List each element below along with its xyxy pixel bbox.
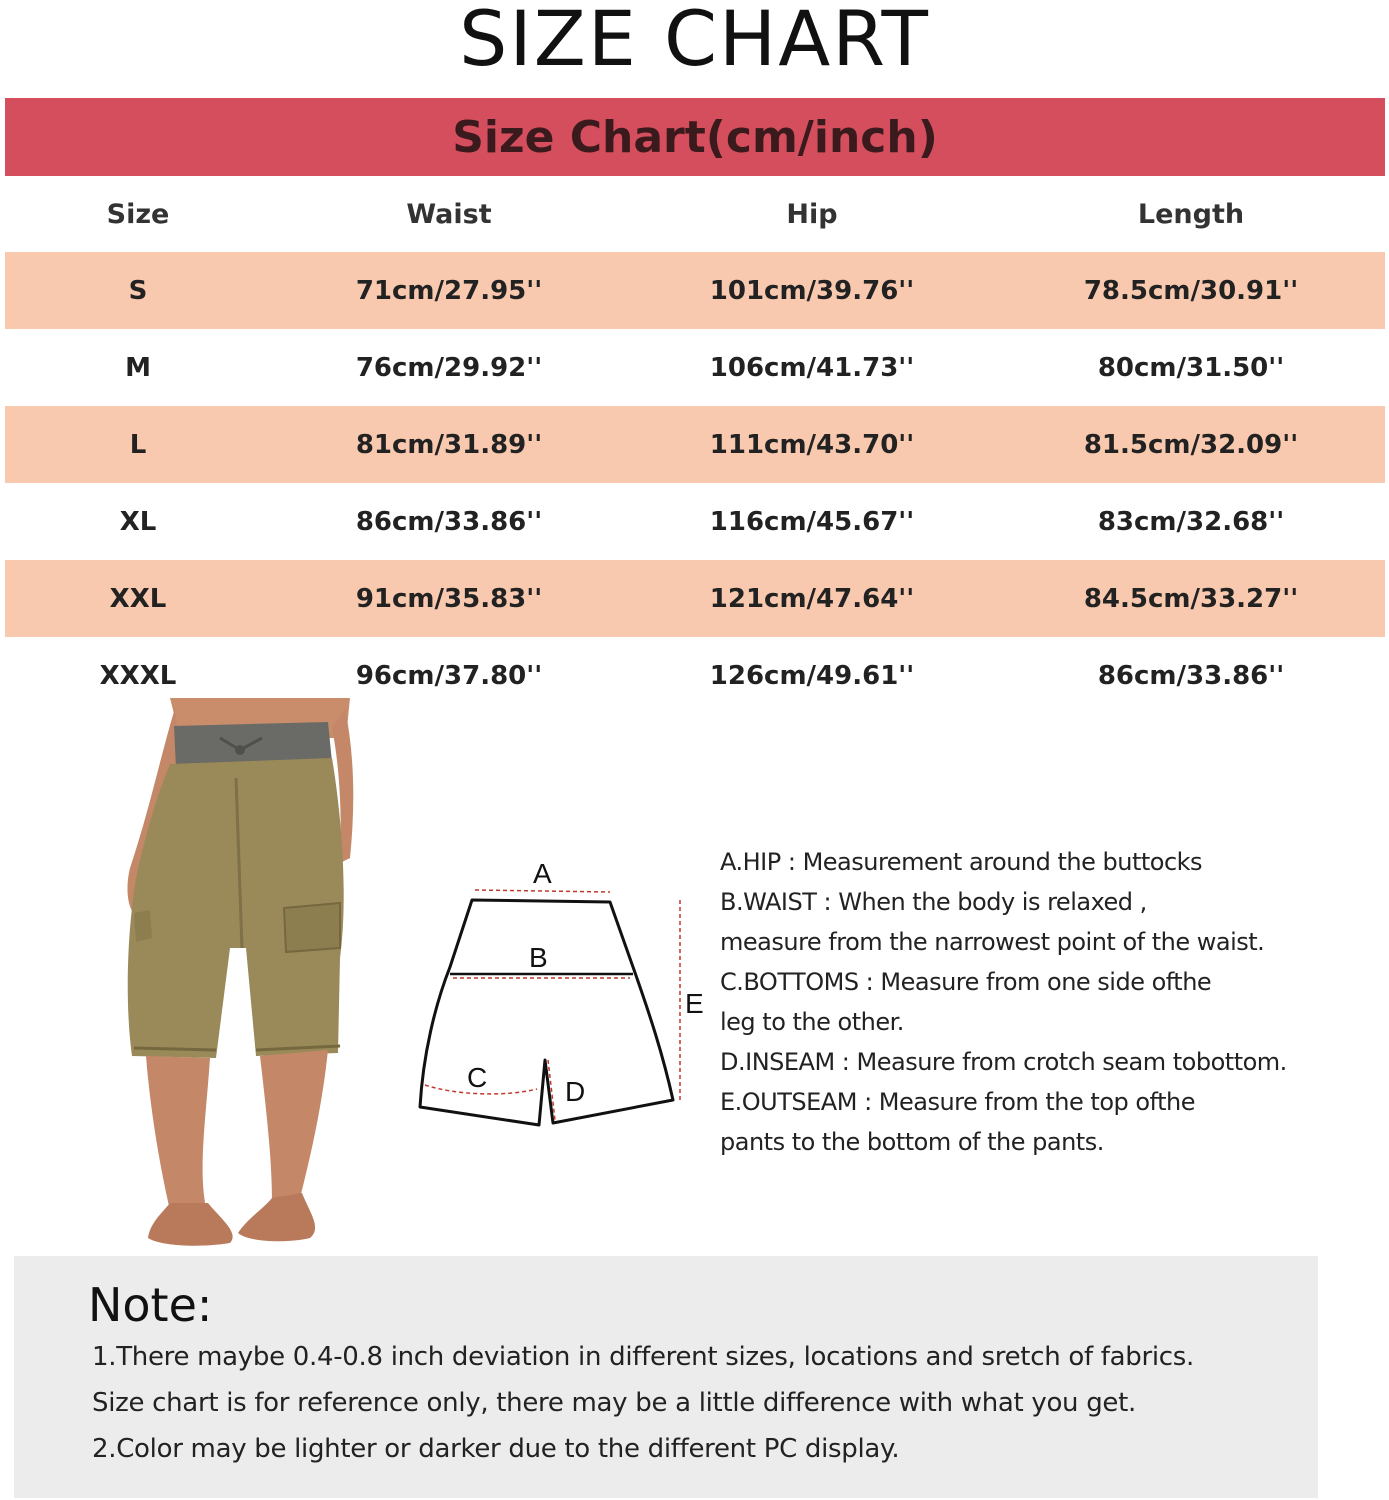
measurement-diagram: [405, 845, 715, 1135]
cell-waist: 91cm/35.83'': [271, 560, 627, 637]
table-header-row: [5, 176, 1385, 252]
diagram-label-b: B: [529, 942, 548, 973]
note-box: [14, 1256, 1318, 1498]
cell-hip: 106cm/41.73'': [709, 352, 915, 383]
legend-line: C.BOTTOMS : Measure from one side ofthe: [720, 968, 1212, 996]
cell-size: S: [5, 252, 271, 329]
legend-line: measure from the narrowest point of the waist.: [720, 928, 1265, 956]
diagram-label-a: A: [533, 858, 552, 889]
cell-waist: 96cm/37.80'': [355, 660, 543, 691]
cell-size: XXL: [5, 560, 271, 637]
cell-size: XL: [119, 506, 157, 537]
note-lines: [92, 1334, 1194, 1472]
cell-length: 83cm/32.68'': [1097, 506, 1285, 537]
cell-hip: 116cm/45.67'': [709, 506, 915, 537]
legend-line: pants to the bottom of the pants.: [720, 1128, 1104, 1156]
cell-size: XXXL: [99, 660, 177, 691]
note-line: 1.There maybe 0.4-0.8 inch deviation in different sizes, locations and sretch of fabrics.: [92, 1342, 1194, 1372]
diagram-label-c: C: [467, 1062, 488, 1093]
header-length: Length: [1137, 198, 1245, 230]
cell-hip: 121cm/47.64'': [627, 560, 997, 637]
legend-line: A.HIP : Measurement around the buttocks: [720, 848, 1203, 876]
note-line: Size chart is for reference only, there may be a little difference with what you get.: [92, 1388, 1136, 1418]
cell-hip: 111cm/43.70'': [627, 406, 997, 483]
legend-line: leg to the other.: [720, 1008, 904, 1036]
table-row: [5, 329, 1385, 406]
legend-line: D.INSEAM : Measure from crotch seam tobottom.: [720, 1048, 1287, 1076]
cell-size: M: [125, 352, 151, 383]
cell-hip: 126cm/49.61'': [709, 660, 915, 691]
size-chart-banner: Size Chart(cm/inch): [5, 98, 1385, 176]
header-waist: Waist: [406, 198, 492, 230]
cell-length: 78.5cm/30.91'': [997, 252, 1385, 329]
legend-line: B.WAIST : When the body is relaxed ,: [720, 888, 1147, 916]
cell-length: 81.5cm/32.09'': [997, 406, 1385, 483]
measurement-legend: [720, 842, 1360, 1162]
note-title: Note:: [88, 1278, 213, 1332]
page-title: SIZE CHART: [459, 0, 930, 83]
cell-size: L: [5, 406, 271, 483]
cell-hip: 101cm/39.76'': [627, 252, 997, 329]
cell-length: 86cm/33.86'': [1097, 660, 1285, 691]
cell-waist: 71cm/27.95'': [271, 252, 627, 329]
size-table: [5, 176, 1385, 714]
cell-waist: 81cm/31.89'': [271, 406, 627, 483]
table-row: [5, 560, 1385, 637]
table-row: [5, 483, 1385, 560]
diagram-label-e: E: [685, 988, 704, 1019]
cell-waist: 86cm/33.86'': [355, 506, 543, 537]
header-size: Size: [106, 198, 170, 230]
model-photo: [10, 698, 415, 1253]
header-hip: Hip: [786, 198, 838, 230]
cell-waist: 76cm/29.92'': [355, 352, 543, 383]
table-row: [5, 252, 1385, 329]
table-row: [5, 406, 1385, 483]
cell-length: 80cm/31.50'': [1097, 352, 1285, 383]
legend-line: E.OUTSEAM : Measure from the top ofthe: [720, 1088, 1195, 1116]
note-line: 2.Color may be lighter or darker due to the different PC display.: [92, 1434, 900, 1464]
diagram-label-d: D: [565, 1076, 586, 1107]
cell-length: 84.5cm/33.27'': [997, 560, 1385, 637]
